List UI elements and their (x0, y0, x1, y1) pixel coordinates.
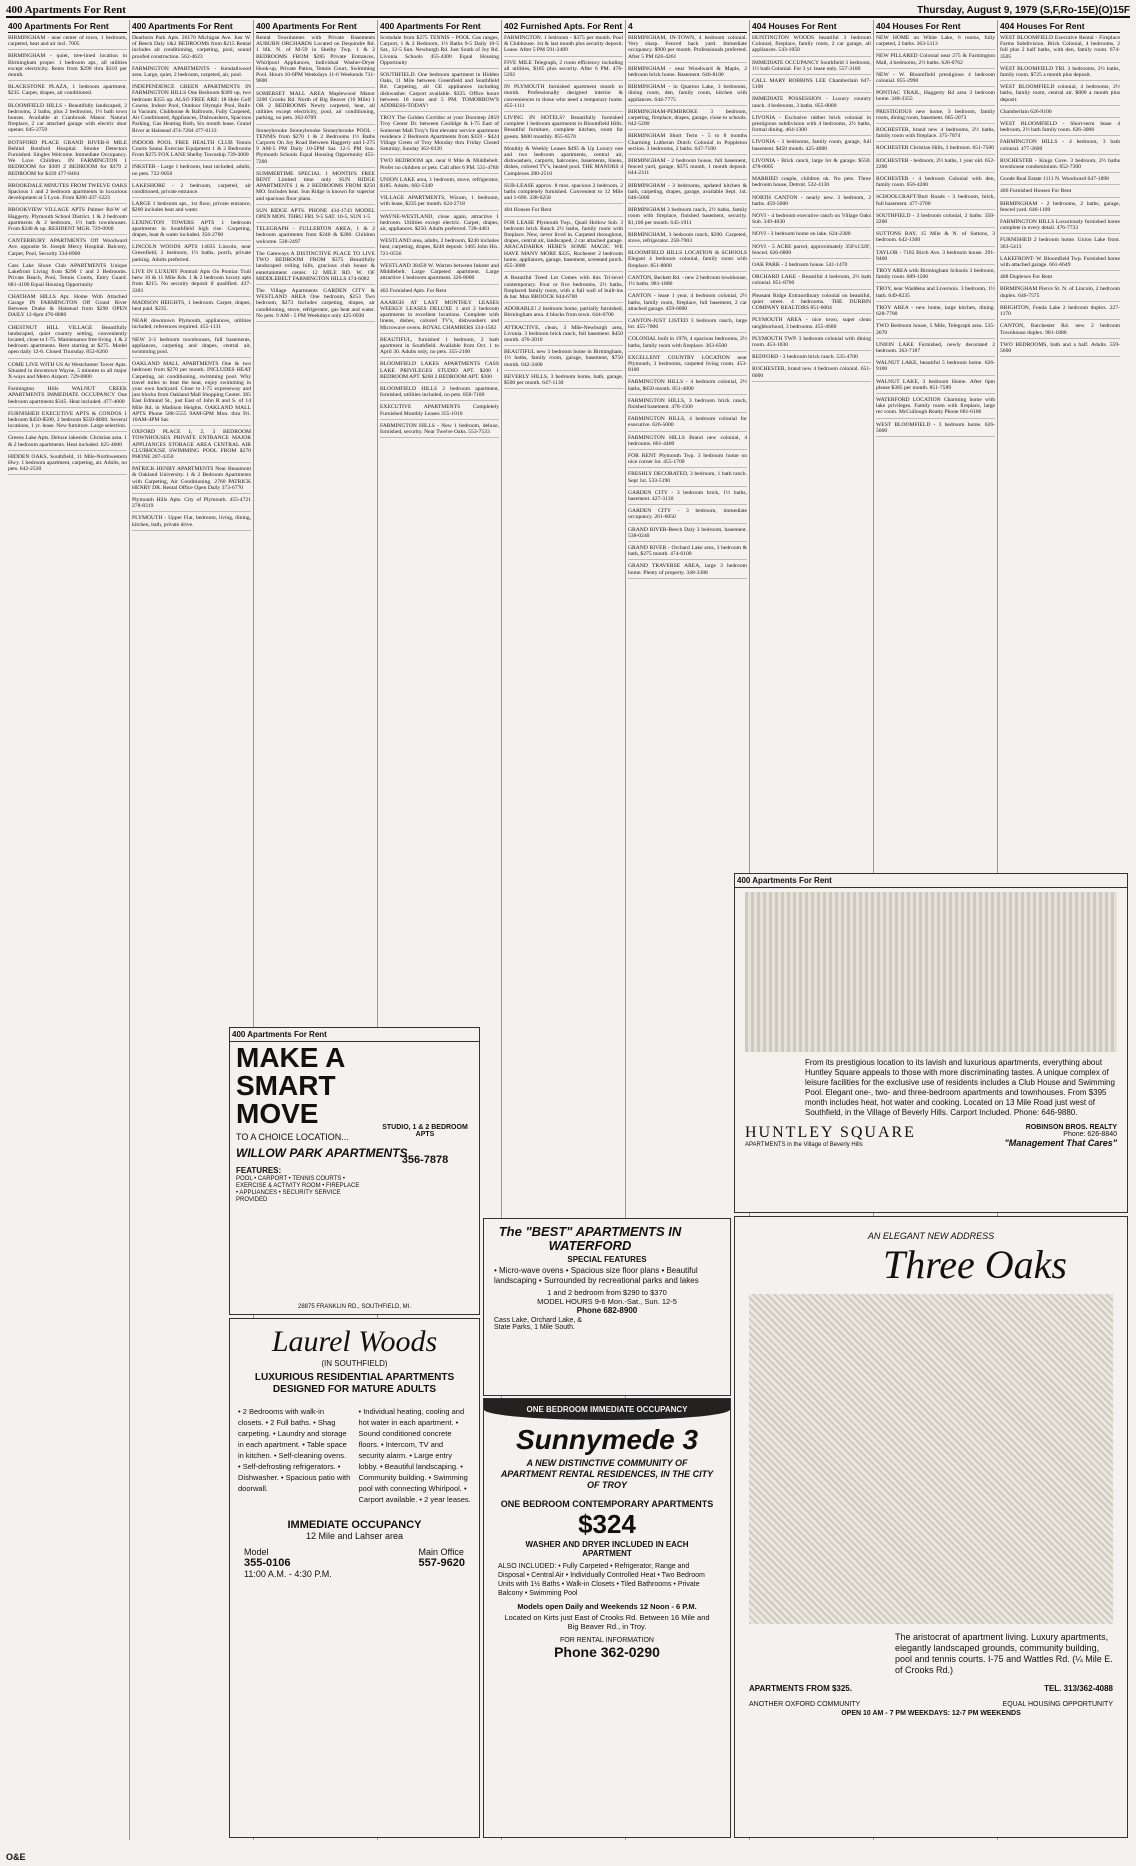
classified-ad: FURNISHED 2 bedroom home. Union Lake front. 363-5413 (1000, 237, 1120, 252)
classified-ad: TROY, near Waddens and Livernois. 3 bedroom, 1½ bath. 649-8235 (876, 286, 995, 301)
classified-ad: WEST BLOOMFIELD colonial, 4 bedrooms, 2½ baths, family room, central air. $800 a month plus deposit. (1000, 84, 1120, 106)
classified-ad: ROCHESTER - 4 bedroom Colonial with den, family room. 656-4200 (876, 176, 995, 191)
classified-ad: PATRICK HENRY APARTMENTS Near Beaumont & Oakland University. 1 & 2 Bedroom Apartments with Carpeting, Air Conditioning. 2760 PATRICK HENRY DR. Rental Office Open Daily 373-6770 (132, 466, 251, 494)
footer-label: O&E (6, 1852, 26, 1862)
classified-ad: FURNISHED EXECUTIVE APTS & CONDOS 1 bedroom $450-$500, 2 bedroom $550-$600. Several locations, 1 yr. lease. New furniture. Large selection. (8, 411, 127, 433)
classified-ad: MARRIED couple, children ok. No pets. Three bedroom house, Detroit. 532-4130 (752, 176, 871, 191)
classified-ad: FARMINGTON HILLS Brand new colonial, 4 bedrooms. 661-4400 (628, 435, 747, 450)
classified-ad: FIVE MILE Telegraph, 2 room efficiency including all utilities, $185 plus security. After 6 PM. 476-5392 (504, 60, 623, 82)
classified-ad: GARDEN CITY - 3 bedroom brick, 1½ baths, basement. 427-3130 (628, 490, 747, 505)
waterford-special: SPECIAL FEATURES (567, 1255, 647, 1264)
laurel-sub: (IN SOUTHFIELD) (321, 1359, 388, 1368)
classified-ad: SOMERSET MALL AREA Maplewood Manor 3200 Crooks Rd. North of Big Beaver (16 Mile) 1 OR 2 BEDROOMS Newly carpeted, heat, all utilities except electricity, pool, air conditioning, parking, no pets. 362-0709 (256, 91, 375, 125)
sunnymede-includes: ALSO INCLUDED: • Fully Carpeted • Refrigerator, Range and Disposal • Central Air • Individually Controlled Heat • Two Bedroom Units with 1½ Baths • Walk-in Closets • Tiled Bathrooms • Private Balcony • Swimming Pool (498, 1563, 705, 1597)
classified-ad: ROCHESTER - bedroom, 2½ baths, 1 year old. 652-2200 (876, 158, 995, 173)
classified-ad: BIRMINGHAM - 3 bedrooms, updated kitchen & bath, carpeting, drapes, garage, available Sept. 1st. 646-5000 (628, 183, 747, 205)
three-oaks-tagline: ANOTHER OXFORD COMMUNITY (749, 1701, 861, 1708)
classified-ad: NEAR downtown Plymouth, appliances, utilities included, references required. 455-1131 (132, 318, 251, 333)
classified-ad: ADORABLE! 2 bedroom home, partially furnished, Birmingham area. 4 blocks from town. 644-6700 (504, 306, 623, 321)
classified-ad: BRIGHTON, Fonda Lake 2 bedroom duplex. 227-1170 (1000, 305, 1120, 320)
column-header: 404 Houses For Rent (1000, 20, 1120, 33)
classified-ad: NOVI - 3 bedroom home on lake. 624-2300 (752, 231, 871, 240)
classified-ad: 404 Houses For Rent (504, 207, 623, 216)
classified-ad: OXFORD PLACE 1, 2, 3 BEDROOM TOWNHOUSES PRIVATE ENTRANCE MAJOR APPLIANCES STORAGE AREA CENTRAL AIR CLUBHOUSE SWIMMING POOL FROM $270 PHONE 287-4350 (132, 429, 251, 463)
houses-section-header: 400 Apartments For Rent (735, 874, 1127, 888)
classified-ad: HUNTINGTON WOODS beautiful 3 bedroom Colonial, fireplace, family room, 2 car garage, all appliances. 543-1050 (752, 35, 871, 57)
classified-ad: ROCHESTER Christian Hills, 3 bedroom. 651-7500 (876, 145, 995, 154)
classified-ad: COME LIVE WITH US At Westchester Tower Apts. Situated in downtown Wayne, 5 minutes to all major X-ways and Metro Airport. 729-0800 (8, 362, 127, 384)
waterford-features: • Micro-wave ovens • Spacious size floor plans • Beautiful landscaping • Surrounded by recreational parks and lakes (494, 1266, 699, 1285)
classified-ad: BIRMINGHAM Short Term - 5 to 8 months Charming Lutheran Dutch Colonial in Poppleton section. 3 bedrooms, 2 baths. 647-7100 (628, 133, 747, 155)
classified-ad: IMMEDIATE OCCUPANCY Southfield 3 bedroom, 1½ bath Colonial. For 3 yr. lease only. 557-3100 (752, 60, 871, 75)
classified-ad: FARMINGTON HILLS - New 1 bedroom, deluxe, furnished, security. Near Twelve Oaks. 553-7533 (380, 423, 499, 438)
classified-ad: BEAUTIFUL, furnished 1 bedroom, 2 bath apartment in Southfield. Available from Oct. 1 to April 30. Adults only, no pets. 355-2100 (380, 337, 499, 359)
column-header: 402 Furnished Apts. For Rent (504, 21, 623, 31)
waterford-rent: 1 and 2 bedroom from $290 to $370 (547, 1288, 667, 1297)
willow-name: WILLOW PARK APARTMENTS (236, 1146, 408, 1160)
classified-ad: 406 Furnished Houses For Rent (1000, 188, 1120, 197)
sunnymede-tagline: A NEW DISTINCTIVE COMMUNITY OF APARTMENT RENTAL RESIDENCES, IN THE CITY OF TROY (500, 1458, 714, 1490)
classified-ad: CHESTNUT HILL VILLAGE Beautifully landscaped, quiet country setting, conveniently located, close to I-75. Maintenance free living. 1 & 2 bedroom apartments. Rent starting at $275. Model open daily 12-6. Closed Thursday. 852-6260 (8, 325, 127, 359)
classified-ad: LAKESHORE - 2 bedroom, carpeted, air conditioned, private entrance. (132, 183, 251, 198)
classified-ad: AAARGH AT LAST MONTHLY LEASES WEEKLY LEASES DELUXE 1 and 2 bedroom apartments in excellent locations. Complete with linens, dishes, colored TV's, dishwashers and Microwave ovens. ROYAL CHAMBERS 334-1502 (380, 300, 499, 334)
classified-ad: LIVE IN LUXURY Pontrail Apts On Pontiac Trail betw 10 & 11 Mile Rds. 1 & 2 bedroom luxury apts from $215. No security deposit if qualified. 437-3303 (132, 269, 251, 297)
waterford-hours: MODEL HOURS 9-6 Mon.-Sat., Sun. 12-5 (537, 1297, 677, 1306)
laurel-features-right: • Individual heating, cooling and hot water in each apartment. • Sound conditioned concrete floors. • Intercom, TV and security alarm. • Large entry lobby. • Beautiful landscaping. • Community building. • Swimming pool with connecting Whirlpool. • Carport available. • 2 year leases. (358, 1407, 471, 1504)
classified-ad: Greens Lake Apts. Deluxe lakeside. Christian area. 1 & 2 bedroom apartments. Heat included. 625-4600 (8, 435, 127, 450)
classified-ad: Monthly & Weekly Leases $495 & Up Luxury one and two bedroom apartments, central air, dishwashers, carports, balconies, basements, linens, dishes, colored TV's, heated pool. THE MANORS 4 Complexes 280-2510 (504, 146, 623, 180)
classified-ad: Farmington Hills WALNUT CREEK APARTMENTS IMMEDIATE OCCUPANCY One bedroom apartments $345. Heat included. 477-4000 (8, 386, 127, 408)
classified-ad: FARMINGTON HILLS - 4 bedroom, 3 bath colonial. 477-2600 (1000, 139, 1120, 154)
classified-ad: WESTLAND area, adults, 2 bedroom, $240 includes heat, carpeting, drapes, $240 deposit. 1465 John Hix. 721-0556 (380, 238, 499, 260)
three-oaks-illustration (749, 1294, 1113, 1624)
three-oaks-phone: TEL. 313/362-4088 (1044, 1684, 1113, 1693)
classified-ad: BIRMINGHAM 3 bedroom ranch, 2½ baths, family room with fireplace, finished basement, security. $1,100 per month. 645-1911 (628, 207, 747, 229)
classified-ad: UNION LAKE area, 1 bedroom, stove, refrigerator, $185. Adults. 682-5349 (380, 177, 499, 192)
classified-ad: OAKLAND MALL APARTMENTS One & two bedroom from $270 per month. INCLUDES HEAT Carpeting, air conditioning, swimming pool. Why travel miles to beat the heat, enjoy swimming in your own backyard. Close to I-75 expressway and just blocks from Oakland Mall Shopping Center. 365 East Edmund St., just East of John R and S. of 14 Mile Rd, in Madison Heights. OAKLAND MALL APTS Phone 588-5555 9AM-5PM Mon. thru Fri. 10AM-4PM Sat. (132, 361, 251, 426)
classified-ad: BROOKVIEW VILLAGE APTS Palmer Rd-W of Haggerty. Plymouth School District. 1 & 2 bedroom apartments & 2 bedroom, 1½ bath townhouses. From $248 & up. RESIDENT MGR. 729-0900 (8, 207, 127, 235)
huntley-realty: ROBINSON BROS. REALTY (1025, 1124, 1117, 1131)
masthead-date: Thursday, August 9, 1979 (S,F,Ro-15E)(O)15F (917, 4, 1130, 16)
masthead-left: 400 Apartments For Rent (6, 4, 126, 16)
classified-ad: BIRMINGHAM - in Quarton Lake, 3 bedrooms, dining room, den, family room, kitchen with appliances. 644-7775 (628, 84, 747, 106)
classified-ad: GRAND RIVER-Beech Daly 3 bedroom, basement. 538-0240 (628, 527, 747, 542)
three-oaks-ad (734, 1216, 1128, 1838)
classified-ad: NORTH CANTON - nearly new. 3 bedroom, 2 baths. 459-5000 (752, 195, 871, 210)
classified-ad: BIRMINGHAM - 2 bedrooms, 2 baths, garage, fenced yard. 646-1100 (1000, 201, 1120, 216)
huntley-building-illustration (745, 892, 1117, 1052)
classified-ad: FARMINGTON HILLS, 3 bedroom brick ranch, finished basement. 478-1500 (628, 398, 747, 413)
classified-column (6, 20, 130, 1840)
column-header: 400 Apartments For Rent (8, 20, 127, 33)
laurel-model-phone: 355-0106 (244, 1557, 291, 1569)
classified-ad: LIVONIA - Brick ranch, large lot & garage. $550. 478-0005 (752, 158, 871, 173)
classified-ad: NEW HOME on White Lake, 6 rooms, fully carpeted, 2 baths. 363-5113 (876, 35, 995, 50)
sunnymede-model: Models open Daily and Weekends 12 Noon - 6 P.M. (517, 1602, 697, 1611)
classified-ad: CANTON-JUST LISTED 3 bedroom ranch, large lot. 455-7000 (628, 318, 747, 333)
laurel-office-phone: 557-9620 (418, 1557, 465, 1569)
classified-ad: CANTERBURY APARTMENTS Off Woodward Ave. opposite St. Joseph Mercy Hospital. Balcony, Carpet, Pool, Security 334-8900 (8, 238, 127, 260)
classified-ad: TWO BEDROOM apt. near 8 Mile & Middlebelt. Prefer no children or pets. Call after 6 PM. 531-4780 (380, 158, 499, 173)
classified-ad: Scotsdale from $275 TENNIS - POOL Gas ranges, Carport, 1 & 2 Bedroom, 1½ Baths 9-5 Daily 10-5 Sat., 12-5 Sun. Newburgh Rd. Just South of Joy Rd. Livonia Schools 455-4300 Equal Housing Opportunity (380, 35, 499, 69)
classified-ad: WEST BLOOMFIELD Executive Rental - Fireplace Farms Subdivision. Brick Colonial, 4 bedrooms, 2 full plus 2 half baths, with den, family room. 674-3505 (1000, 35, 1120, 63)
classified-ad: UNION LAKE Furnished, newly decorated 2 bedroom. 363-7187 (876, 342, 995, 357)
waterford-quote: The "BEST" APARTMENTS IN WATERFORD (498, 1224, 682, 1253)
huntley-sub: APARTMENTS in the Village of Beverly Hills (745, 1142, 863, 1148)
classified-ad: NOVI - 5 ACRE parcel, approximately 350'x1320', fenced. 626-6800 (752, 244, 871, 259)
willow-address: 28875 FRANKLIN RD., SOUTHFIELD, MI. (297, 1304, 412, 1310)
section-header: 400 Apartments For Rent (230, 1028, 479, 1042)
huntley-square-ad (734, 873, 1128, 1213)
classified-ad: IN PLYMOUTH furnished apartment month to month. Professionally designed interior & conveniences to those who need a temporary home. 455-1111 (504, 84, 623, 112)
sunnymede-units: ONE BEDROOM CONTEMPORARY APARTMENTS (500, 1499, 714, 1509)
column-header: 400 Apartments For Rent (256, 20, 375, 33)
classified-ad: Pleasant Ridge Extraordinary colonial on beautiful, quiet street. 4 bedrooms. THE DURBIN COMPANY REALTORS 851-6004 (752, 293, 871, 315)
classified-ad: FARMINGTON APARTMENTS - Kendallwood area. Large, quiet, 2 bedroom, carpeted, air, pool. (132, 66, 251, 81)
classified-ad: BIRMINGHAM - near Woodward & Maple, 2 bedroom brick home. Basement. 646-8100 (628, 66, 747, 81)
classified-ad: BIRMINGHAM - near center of town, 1 bedroom, carpeted, heat and air incl. 7005 (8, 35, 127, 50)
classified-ad: Stoneybrooke Stoneybrooke Stoneybrooke POOL - TENNIS from $270 1 & 2 Bedrooms 1½ Baths Carports On Joy Road Between Haggerty and I-275 9 AM-5 PM Daily 10-5PM Sat. 12-5 PM Sun. Plymouth Schools Equal Housing Opportunity 455-7200 (256, 128, 375, 168)
classified-ad: PLYMOUTH - Upper Flat, bedroom, living, dining, kitchen, bath, private drive. (132, 515, 251, 530)
huntley-name: HUNTLEY SQUARE (745, 1124, 916, 1141)
sunnymede-banner: ONE BEDROOM IMMEDIATE OCCUPANCY (484, 1399, 730, 1420)
classified-ad: FARMINGTON HILLS, 4 bedroom colonial for executive. 626-5000 (628, 416, 747, 431)
classified-ad: Goode Real Estate 1111 N. Woodward 647-1898 (1000, 176, 1120, 185)
laurel-name: Laurel Woods (271, 1325, 438, 1358)
waterford-ad (483, 1218, 731, 1396)
classified-ad: MADISON HEIGHTS, 1 bedroom. Carpet, drapes, heat paid. $235. (132, 300, 251, 315)
classified-ad: ATTRACTIVE, clean, 3 Mile-Newburgh area, Livonia. 3 bedroom brick ranch, full basement. $450 month. 476-2010 (504, 325, 623, 347)
classified-ad: BEVERLY HILLS, 3 bedroom home, bath, garage, $500 per month. 647-1130 (504, 374, 623, 389)
classified-ad: FOR RENT Plymouth Twp. 3 bedroom home on nice corner lot. 455-1700 (628, 453, 747, 468)
classified-ad: CHATHAM HILLS Apt. Home With Attached Garage IN FARMINGTON Off Grand River Between Drake & Halstead from $290 OPEN DAILY 12-6pm 476-8080 (8, 294, 127, 322)
classified-ad: ROCHESTER - Kings Cove. 3 bedroom, 2½ baths townhouse condominium. 652-7300 (1000, 158, 1120, 173)
classified-ad: TROY AREA - new home, large kitchen, dining. 628-7700 (876, 305, 995, 320)
classified-ad: WATERFORD LOCATION Charming home with lake privileges. Family room with fireplace, large rec room. McCullough Realty Phone 681-6106 (876, 397, 995, 419)
waterford-phone: Phone 682-8900 (576, 1306, 638, 1315)
three-oaks-name: Three Oaks (882, 1242, 1067, 1287)
classified-ad: The Village Apartments GARDEN CITY & WESTLAND AREA One bedroom, $253 Two bedroom, $273 Includes carpeting, drapes, air conditioning, stove, refrigerator, gas heat and water. No pets. 9 AM - 5 PM Weekdays only 425-0930 (256, 288, 375, 322)
classified-ad: PONTIAC TRAIL, Haggerty Rd area 3 bedroom home. 348-3355 (876, 90, 995, 105)
laurel-location: 12 Mile and Lahser area (305, 1531, 404, 1541)
sunnymede-ad (483, 1398, 731, 1838)
classified-ad: BLOOMFIELD HILLS LOCATION & SCHOOLS Elegant 4 bedroom colonial, family room with fireplace. 851-8000 (628, 250, 747, 272)
classified-ad: BLOOMFIELD LAKES APARTMENTS CASS LAKE PRIVILEGES STUDIO APT. $200 1 BEDROOM APT. $260 2 BEDROOM APT. $300 (380, 361, 499, 383)
classified-ad: The Gateways A DISTINCTIVE PLACE TO LIVE TWO BEDROOM FROM $375 Beautifully landscaped rolling hills, gracious club house & entertainment center. 12 MILE RD. W. OF MIDDLEBELT FARMINGTON HILLS 474-6082 (256, 251, 375, 285)
laurel-office-label: Main Office (418, 1547, 464, 1557)
classified-ad: HIDDEN OAKS, Southfield, 11 Mile-Northwestern Hwy. 1 bedroom apartment, carpeting, air. Adults, no pets. 642-2530 (8, 454, 127, 476)
classified-ad: TELEGRAPH - FULLERTON AREA, 1 & 2 bedroom apartments from $240 & $280. Children welcome. 538-2497 (256, 226, 375, 248)
sunnymede-name: Sunnymede 3 (515, 1424, 699, 1455)
sunnymede-phone: Phone 362-0290 (554, 1644, 660, 1660)
column-header: 404 Houses For Rent (876, 20, 995, 33)
classified-ad: SUN RIDGE APTS. PHONE 434-1743 MODEL OPEN MON. THRU FRI. 9-5 SAT. 10-5, SUN 1-5 (256, 208, 375, 223)
classified-ad: LEXINGTON TOWERS APTS 1 bedroom apartments in Southfield high rise. Carpeting, drapes, heat & water included. 356-2700 (132, 220, 251, 242)
classified-ad: FARMINGTON HILLS - 4 bedroom colonial, 2½ baths, $650 month. 851-4000 (628, 379, 747, 394)
classified-ad: NEW - W. Bloomfield prestigious 4 bedroom colonial. 855-2990 (876, 72, 995, 87)
classified-ad: CANTON, Barchester Rd. new 2 bedroom Townhouse duplex. 981-1880 (1000, 323, 1120, 338)
classified-ad: SOUTHFIELD. One bedroom apartment in Hidden Oaks, 11 Mile between Greenfield and Southfield Rd. Carpeting, all GE appliances including dishwasher. Carport available. $325. Office hours between 10 noon and 5 PM. TOMORROW'S ADDRESS-TODAY! (380, 72, 499, 112)
classified-ad: WEST BLOOMFIELD TRI. 3 bedrooms, 2½ baths, family room. $725 a month plus deposit. (1000, 66, 1120, 81)
classified-ad: BIRMINGHAM-PEMBROKE 3 bedroom, carpeting, fireplace, drapes, garage, close to schools. 642-5200 (628, 109, 747, 131)
classified-ad: BLACKSTONE PLAZA, 1 bedroom apartment, $235. Carpet, drapes, air conditioned. (8, 84, 127, 99)
classified-ad: BEAUTIFUL new 3 bedroom home in Birmingham, 1½ baths, family room, garage, basement, $750 month. 642-2400 (504, 349, 623, 371)
classified-ad: LAKEFRONT- W. Bloomfield Twp. Furnished home with attached garage. 661-6649 (1000, 256, 1120, 271)
classified-ad: LARGE 1 bedroom apt., 1st floor, private entrance, $260 includes heat and water. (132, 201, 251, 216)
classified-ad: BLOOMFIELD HILLS 2 bedroom apartment, furnished, utilities included, no pets. 858-7100 (380, 386, 499, 401)
classified-ad: TWO BEDROOMS, bath and a half. Adults. 559-5600 (1000, 342, 1120, 357)
classified-ad: Plymouth Hills Apts. City of Plymouth. 455-4721 278-8319 (132, 497, 251, 512)
classified-ad: BROOKDALE MINUTES FROM TWELVE OAKS Spacious 1 and 2 bedroom apartments in luxurious development at 5 Lyon. From $260 437-1223 (8, 183, 127, 205)
classified-ad: ROCHESTER, brand new 4 bedroom colonial. 651-6000 (752, 366, 871, 381)
classified-ad: TROY The Golden Corridor at your Doorstep 2859 Troy Center Dr. between Coolidge & I-75 East of Somerset Mall Troy's first elevator service apartment residence 2 Bedroom Apartments from $359 - $424 Village Green of Troy Monday thru Friday Closed Saturday, Sunday 362-0320 (380, 115, 499, 155)
classified-ad: Rental Townhomes with Private Basements AUBURN ORCHARDS Located on Dequindre Rd. 1 blk. N. of M-59 in Shelby Twp. 1 & 2 BEDROOMS FROM $285 Private Entrances, Whirlpool Appliances, Individual Washer-Dryer Hook-up, Private Patios, Tennis Court, Swimming Pool. Hours 10-6PM Weekdays 11-6 Weekends 731-9600 (256, 35, 375, 88)
classified-ad: Chamberlain 626-9100 (1000, 109, 1120, 118)
classified-ad: FOR LEASE Plymouth Twp., Quail Hollow Sub. 3 bedroom brick Ranch 2½ baths, family room with fireplace. New, never lived in. Carpeted throughout, drapes, central air, landscaped, 2 car attached garage. ABACADABRA HERE'S SOME MAGIC WE HAVE MANY MORE $325, Rochester 2 bedroom home, appliances, garage, basement, screened porch. 455-3000 (504, 220, 623, 273)
classified-ad: BLOOMFIELD HILLS - Beautifully landscaped, 2 bedrooms, 2 baths, plus 2 bedrooms, 1½ bath town houses. Available at Cranbrook Manor. Natural fireplace, 2 car attached garage with electric door opener. 645-2759 (8, 103, 127, 137)
classified-ad: A Beautiful Treed Lot Comes with this Tri-level contemporary. Four or five bedrooms, 2½ baths, fireplaced family room, with a full wall of built-ins & bar. Max BROOCK 644-6700 (504, 275, 623, 303)
classified-ad: BIRMINGHAM, IN-TOWN, 4 bedroom colonial. Very sharp. Fenced back yard. Immediate occupancy. $900 per month. Professionals preferred. After 5 PM 626-4261 (628, 35, 747, 63)
column-header: 400 Apartments For Rent (132, 20, 251, 33)
classified-ad: CANTON - lease 1 year, 4 bedroom colonial, 2½ baths, family room, fireplace, full basement, 2 car attached garage. 459-6000 (628, 293, 747, 315)
classified-ad: WEST BLOOMFIELD - Short-term lease 4 bedroom, 2½ bath family room. 626-3000 (1000, 121, 1120, 136)
classified-ad: WALNUT LAKE, beautiful 5 bedroom home. 626-9100 (876, 360, 995, 375)
willow-headline: MAKE A SMART MOVE (236, 1042, 345, 1129)
laurel-hours: 11:00 A.M. - 4:30 P.M. (244, 1569, 332, 1579)
classified-ad: EXECUTIVE APARTMENTS Completely Furnished Monthly Leases 355-1010 (380, 404, 499, 419)
classified-ad: REDFORD - 3 bedroom brick ranch. 535-4700 (752, 354, 871, 363)
three-oaks-price: APARTMENTS FROM $325. (749, 1684, 852, 1693)
willow-features-title: FEATURES: (236, 1166, 282, 1175)
classified-ad: INDEPENDENCE GREEN APARTMENTS IN FARMINGTON HILLS One Bedroom $309 up, two bedroom $355 up. ALSO FREE ARE: 18 Hole Golf Course, Indoor Pool, Outdoor Olympic Pool, Built-in Vacuum, Clubhouse & Ballroom, Fully Carpeted, Air Conditioned, Appliances, Dishwashers, Spacious Parking, Gas Heating Both, Six month lease. Grand River at Halstead 474-7284 477-0133 (132, 84, 251, 137)
classified-ad: BIRMINGHAM - quiet, tree-lined location in Birmingham proper. 1 bedroom apt., all utilities except electricity. Rents from $290 thru $310 per month. (8, 53, 127, 81)
classified-ad: LINCOLN WOODS APTS 14035 Lincoln, near Greenfield, 2 bedroom, 1½ baths, porch, private parking. Adults preferred. (132, 244, 251, 266)
classified-ad: TWO Bedroom house, 5 Mile, Telegraph area. 535-2670 (876, 323, 995, 338)
laurel-tagline: LUXURIOUS RESIDENTIAL APARTMENTS DESIGNED FOR MATURE ADULTS (254, 1372, 455, 1395)
laurel-woods-ad (229, 1318, 480, 1838)
willow-park-ad (229, 1027, 480, 1315)
classified-ad: BOTSFORD PLACE GRAND RIVER-8 MILE Behind Botsford Hospital. Smoke Detectors Furnished. Singles Welcome. Immediate Occupancy. We Love Children. IN FARMINGTON 1 BEDROOM for $309 2 BEDROOM for $379 2 BEDROOM for $439 477-8464 (8, 140, 127, 180)
classified-ad: INKSTER - Large 1 bedroom, heat included, adults, no pets. 722-9050 (132, 164, 251, 179)
classified-ad: OAK PARK - 2 bedroom house. 541-1470 (752, 262, 871, 271)
classified-ad: 408 Duplexes For Rent (1000, 274, 1120, 283)
classified-ad: TAYLOR - 7102 Birch Ave. 3 bedroom house. 291-9400 (876, 250, 995, 265)
huntley-phone: Phone: 626-8840 (1063, 1131, 1117, 1138)
classified-ad: 402 Furnished Apts. For Rent (380, 288, 499, 297)
classified-ad: CALL MARY ROBBINS LEE Chamberlain 647-5100 (752, 78, 871, 93)
classified-ad: GRAND TRAVERSE AREA, large 3 bedroom home. Plenty of property. 348-3388 (628, 563, 747, 578)
classified-ad: SUTTONS BAY, 15 Mile & N. of Suttons, 3 bedroom. 642-1300 (876, 231, 995, 246)
column-header: 404 Houses For Rent (752, 20, 871, 33)
classified-ad: LIVONIA - 3 bedrooms, family room, garage, full basement. $450 month. 425-4000 (752, 139, 871, 154)
classified-ad: VILLAGE APARTMENTS, Wixom, 1 bedroom, with lease, $235 per month. 624-2718 (380, 195, 499, 210)
classified-ad: Cass Lake Shore Club APARTMENTS Unique Lakefront Living from $290 1 and 2 Bedrooms. Private Beach, Pool, Tennis Courts, Entry Guard. 681-4100 Equal Housing Opportunity (8, 263, 127, 291)
classified-ad: GRAND RIVER - Orchard Lake area, 3 bedroom & bath, $275 month. 474-6100 (628, 545, 747, 560)
willow-phone: 356-7878 (401, 1154, 449, 1166)
classified-ad: PLYMOUTH AREA - nice town, super clean neighborhood, 3 bedrooms. 455-4600 (752, 317, 871, 332)
column-header: 400 Apartments For Rent (380, 20, 499, 33)
classified-ad: WALNUT LAKE, 3 bedroom Home. After 6pm please $385 per month. 851-7589 (876, 379, 995, 394)
huntley-motto: "Management That Cares" (1004, 1138, 1117, 1148)
classified-ad: SUMMERTIME SPECIAL 1 MONTH'S FREE RENT Limited time only SUN RIDGE APARTMENTS 1 & 2 BEDROOMS FROM $250 MO. Includes heat. Sun Ridge is known for superior and spacious floor plans. (256, 171, 375, 205)
three-oaks-hours: OPEN 10 AM - 7 PM WEEKDAYS: 12-7 PM WEEKENDS (841, 1710, 1021, 1717)
willow-sub: TO A CHOICE LOCATION... (236, 1132, 349, 1142)
classified-ad: FARMINGTON HILLS Luxuriously furnished home complete in every detail. 476-7733 (1000, 219, 1120, 234)
classified-ad: CANTON, Beckett Rd. - new 2 bedroom townhouse, 1½ baths. 981-1880 (628, 275, 747, 290)
laurel-model-label: Model (244, 1547, 269, 1557)
classified-ad: FRESHLY DECORATED, 3 bedroom, 1 bath ranch. Sept 1st. 533-5190 (628, 471, 747, 486)
classified-ad: WAYNE-WESTLAND, close again, attractive 1 bedroom. Utilities except electric. Carpet, drapes, air, appliances. $250. Adults preferred. 728-4461 (380, 214, 499, 236)
waterford-location: Cass Lake, Orchard Lake, & State Parks, 1 Mile South. (494, 1317, 582, 1331)
laurel-features-left: • 2 Bedrooms with walk-in closets. • 2 Full baths. • Shag carpeting. • Laundry and storage in each apartment. • Table space in kitchen. • Self-cleaning ovens. • Self-defrosting refrigerators. • Dishwasher. • Spacious patio with doorwall. (238, 1407, 351, 1493)
classified-ad: SUB-LEASE approx. 8 mos. spacious 2 bedroom, 2 baths completely furnished. Convenient to 12 Mile and 1-696. 338-0258 (504, 183, 623, 205)
willow-features: POOL • CARPORT • TENNIS COURTS • EXERCISE & ACTIVITY ROOM • FIREPLACE • APPLIANCES • SECURITY SERVICE PROVIDED (236, 1176, 360, 1203)
three-oaks-equal: EQUAL HOUSING OPPORTUNITY (1002, 1701, 1113, 1708)
huntley-body: From its prestigious location to its lavish and luxurious apartments, everything about Huntley Square appeals to those with more discriminating tastes. A unique complex of leisure facilities for the exclusive use of residents includes a Club House and Swimming Pool. Elegant one-, two- and three-bedroom apartments and townhouses. From $395 month includes heat, hot water and cooking. Located on 13 Mile Road just west of Southfield, in the Village of Beverly Hills. Carport Included. Phone: 646-9880. (805, 1058, 1115, 1117)
three-oaks-top: AN ELEGANT NEW ADDRESS (867, 1231, 995, 1241)
classified-ad: EXCELLENT COUNTRY LOCATION near Plymouth, 3 bedrooms, carpeted living room. 453-8100 (628, 355, 747, 377)
classified-ad: WESTLAND 38450 W. Warren between Inkster and Middlebelt. Large Carpeted apartment. Large attractive 1 bedroom apartment. 326-8000 (380, 263, 499, 285)
three-oaks-body: The aristocrat of apartment living. Luxury apartments, elegantly landscaped grounds, community building, pool and tennis courts. I-75 and Wattles Rd. (¼ Mile E. of Crooks Rd.) (895, 1632, 1113, 1675)
classified-ad: ORCHARD LAKE - Beautiful 4 bedroom, 2½ bath colonial. 851-8700 (752, 274, 871, 289)
classified-ad: PLYMOUTH TWP. 3 bedroom colonial with dining room. 453-1030 (752, 336, 871, 351)
classified-ad: SCHOOLCRAFT/Burt Roads - 3 bedroom, brick, full basement. 477-2700 (876, 194, 995, 209)
classified-ad: SOUTHFIELD - 3 bedroom colonial, 2 baths. 350-2200 (876, 213, 995, 228)
classified-ad: ROCHESTER, brand new 4 bedrooms, 2½ baths, family room with fireplace. 375-7874 (876, 127, 995, 142)
classified-ad: LIVING IN HOTELS? Beautifully furnished complete 1 bedroom apartments in Bloomfield Hills. Beautiful furniture, complete kitchen, room for guests. $600 monthly. 855-6570 (504, 115, 623, 143)
sunnymede-info: FOR RENTAL INFORMATION (560, 1637, 654, 1644)
sunnymede-note: WASHER AND DRYER INCLUDED IN EACH APARTMENT (525, 1540, 689, 1558)
classified-ad: NOVI - 4 bedroom executive ranch on Village Oaks Sub. 349-4030 (752, 213, 871, 228)
column-header: 4 (628, 20, 747, 33)
classified-ad: COLONIAL built in 1978, 4 spacious bedrooms, 2½ baths, family room with fireplace. 363-6500 (628, 336, 747, 351)
classified-ad: TROY AREA with Birmingham Schools 3 bedroom, family room. 689-1500 (876, 268, 995, 283)
classified-ad: LIVONIA - Exclusive rubber brick colonial in prestigious subdivision with 4 bedrooms, 2½ baths, formal dining. 464-1300 (752, 115, 871, 137)
classified-ad: FARMINGTON. 1 bedroom - $375 per month. Pool & Clubhouse. 1st & last month plus security deposit. Lease. After 5 PM 591-2489 (504, 35, 623, 57)
classified-ad: Dearborn Park Apts. 26170 Michigan Ave. Just W. of Beech Daly 1&2 BEDROOMS from $215 Rental includes air conditioning, carpeting, pool, sound proofed construction. 562-4623 (132, 35, 251, 63)
classified-ad: BIRMINGHAM, 3 bedroom ranch, $390. Carpeted, stove, refrigerator. 258-7903 (628, 232, 747, 247)
classified-ad: BIRMINGHAM Pierce St. N. of Lincoln, 2 bedroom duplex. 646-7575 (1000, 286, 1120, 301)
classified-ad: BIRMINGHAM - 2 bedroom house, full basement, fenced yard, garage, $375 month, 1 month deposit. 644-2311 (628, 158, 747, 180)
classified-ad: GARDEN CITY - 3 bedroom, immediate occupancy. 261-6050 (628, 508, 747, 523)
classified-ad: NEW PILLARED Colonial near 275 & Farmington Mall, 4 bedrooms, 2½ baths. 626-0762 (876, 53, 995, 68)
sunnymede-location: Located on Kirts just East of Crooks Rd. Between 16 Mile and Big Beaver Rd., in Troy. (504, 1613, 710, 1631)
willow-units: STUDIO, 1 & 2 BEDROOM APTS (382, 1124, 468, 1138)
classified-ad: WEST BLOOMFIELD - 3 bedroom home. 626-5000 (876, 422, 995, 437)
sunnymede-price: $324 (578, 1509, 636, 1539)
masthead (6, 4, 1130, 18)
classified-ad: IMMEDIATE POSSESSION - Luxury country ranch. 4 bedrooms, 3 baths. 855-0000 (752, 96, 871, 111)
classified-ad: PRESTIGIOUS new home, 3 bedroom, family room, dining room, basement. 665-2073 (876, 109, 995, 124)
laurel-occupancy: IMMEDIATE OCCUPANCY (287, 1519, 422, 1531)
classified-ad: NEW 2-3 bedroom townhouses, full basements, appliances, carpeting and drapes, central air, swimming pool. (132, 337, 251, 359)
classified-ad: INDOOR POOL FREE HEALTH CLUB Tennis Courts Sauna Exercise Equipment 1 & 2 Bedrooms From $275 FOX LANE Shelby Township 739-3000 (132, 140, 251, 162)
